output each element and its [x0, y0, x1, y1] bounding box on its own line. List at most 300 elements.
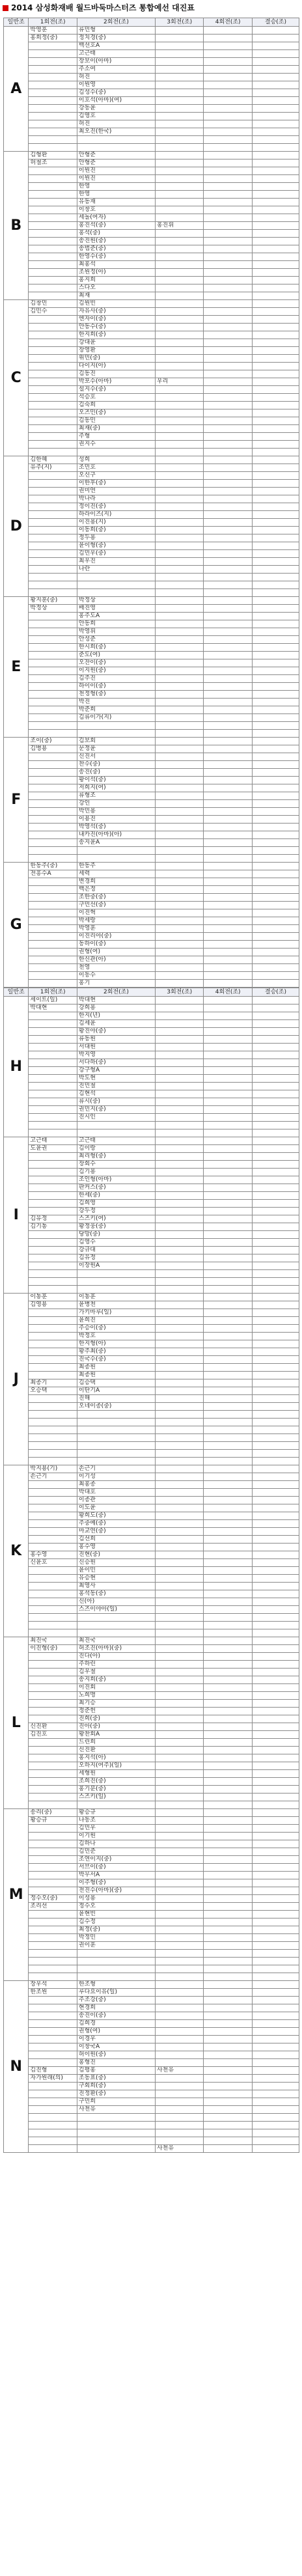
round4-cell: [204, 917, 252, 925]
table-row: [4, 456, 299, 464]
round3-cell: [155, 1419, 203, 1426]
final-cell: [252, 1528, 299, 1536]
round4-cell: [204, 1981, 252, 1989]
final-cell: [252, 105, 299, 113]
table-row: [4, 1450, 299, 1458]
round2-cell: 고근태: [77, 1137, 155, 1145]
round4-cell: [204, 1622, 252, 1629]
round3-cell: [155, 2083, 203, 2090]
round1-cell: [29, 1848, 77, 1856]
group-letter: C: [4, 300, 29, 456]
final-cell: [252, 597, 299, 605]
round4-cell: [204, 261, 252, 269]
round2-cell: 내카진(아마)(아): [77, 831, 155, 839]
round2-cell: 위민(중): [77, 355, 155, 363]
table-row: [4, 1872, 299, 1879]
final-cell: [252, 816, 299, 824]
final-cell: [252, 1129, 299, 1137]
round2-cell: 한조형: [77, 1981, 155, 1989]
round2-cell: 마교연(중): [77, 1528, 155, 1536]
round2-cell: 황정웅(중): [77, 1223, 155, 1231]
round2-cell: 진시인: [77, 1114, 155, 1122]
round1-cell: [29, 1426, 77, 1434]
final-cell: [252, 1575, 299, 1583]
round2-cell: 이창국A: [77, 2043, 155, 2051]
round4-cell: [204, 1044, 252, 1051]
round2-cell: 김하나: [77, 1840, 155, 1848]
round3-cell: [155, 1465, 203, 1473]
final-cell: [252, 1825, 299, 1833]
table-row: [4, 1036, 299, 1044]
table-row: [4, 667, 299, 675]
round1-cell: [29, 1942, 77, 1950]
round3-cell: [155, 480, 203, 488]
round1-cell: [29, 816, 77, 824]
round4-cell: [204, 1708, 252, 1715]
round3-cell: [155, 2122, 203, 2129]
round1-cell: [29, 1911, 77, 1918]
round2-cell: 박영석(중): [77, 824, 155, 831]
round1-cell: [29, 113, 77, 120]
final-cell: [252, 1629, 299, 1637]
round4-cell: [204, 2036, 252, 2043]
final-cell: [252, 1497, 299, 1504]
table-row: [4, 1528, 299, 1536]
round2-cell: 김영호: [77, 113, 155, 120]
final-cell: [252, 1708, 299, 1715]
round4-cell: [204, 1794, 252, 1801]
final-cell: [252, 1645, 299, 1653]
table-row: [4, 1926, 299, 1934]
round4-cell: [204, 1575, 252, 1583]
round3-cell: [155, 1067, 203, 1075]
round1-cell: [29, 214, 77, 222]
round1-cell: [29, 1958, 77, 1965]
round1-cell: 김영용: [29, 1301, 77, 1309]
round2-cell: 김숙희: [77, 402, 155, 409]
round3-cell: [155, 2075, 203, 2083]
table-row: [4, 1903, 299, 1911]
round3-cell: [155, 1364, 203, 1372]
round1-cell: [29, 1661, 77, 1669]
round2-cell: 서다하(중): [77, 1059, 155, 1067]
final-cell: [252, 1661, 299, 1669]
round3-cell: [155, 1544, 203, 1551]
round4-cell: [204, 777, 252, 784]
round1-cell: [29, 1653, 77, 1661]
round1-cell: [29, 1278, 77, 1286]
table-row: [4, 1590, 299, 1598]
round3-cell: [155, 1622, 203, 1629]
round4-cell: [204, 503, 252, 511]
table-row: [4, 1817, 299, 1825]
round4-cell: [204, 1067, 252, 1075]
table-row: [4, 824, 299, 831]
round2-cell: 정두용: [77, 534, 155, 542]
final-cell: [252, 613, 299, 620]
final-cell: [252, 2067, 299, 2075]
round2-cell: 홍지희: [77, 277, 155, 284]
final-cell: [252, 1012, 299, 1020]
round2-cell: 정이진(중): [77, 503, 155, 511]
round4-cell: [204, 1473, 252, 1481]
table-row: [4, 1848, 299, 1856]
table-row: [4, 1934, 299, 1942]
round4-cell: [204, 175, 252, 183]
round1-cell: [29, 831, 77, 839]
final-cell: [252, 2051, 299, 2059]
round1-cell: [29, 1395, 77, 1403]
round1-cell: [29, 1200, 77, 1208]
final-cell: [252, 1364, 299, 1372]
round2-cell: 이장원A: [77, 1262, 155, 1270]
round2-cell: 한신관(아): [77, 956, 155, 964]
table-row: [4, 847, 299, 855]
round3-cell: 사천유: [155, 2067, 203, 2075]
final-cell: [252, 1262, 299, 1270]
table-row: [4, 2051, 299, 2059]
round2-cell: 안형준: [77, 152, 155, 159]
final-cell: [252, 824, 299, 831]
round1-cell: 김한혜: [29, 456, 77, 464]
round1-cell: [29, 855, 77, 863]
round1-cell: [29, 949, 77, 956]
round2-cell: 김민우: [77, 1825, 155, 1833]
round4-cell: [204, 745, 252, 753]
table-row: [4, 1512, 299, 1520]
round3-cell: [155, 1309, 203, 1317]
table-row: [4, 1989, 299, 1997]
table-row: [4, 2090, 299, 2098]
table-row: [4, 1794, 299, 1801]
round1-cell: [29, 50, 77, 58]
final-cell: [252, 2083, 299, 2090]
round3-cell: [155, 199, 203, 206]
round3-cell: [155, 1348, 203, 1356]
table-row: [4, 136, 299, 144]
round3-cell: [155, 1872, 203, 1879]
round2-cell: 나동조: [77, 1817, 155, 1825]
round2-cell: 이진리아(중): [77, 933, 155, 941]
round2-cell: 주형: [77, 433, 155, 441]
round2-cell: 신진서: [77, 753, 155, 761]
round2-cell: 김류이가(지): [77, 714, 155, 722]
final-cell: [252, 230, 299, 238]
round2-cell: 황희도(중): [77, 1512, 155, 1520]
round2-cell: 최오진(한국): [77, 128, 155, 136]
round1-cell: [29, 1161, 77, 1169]
round3-cell: [155, 870, 203, 878]
round2-cell: 장보이(아마): [77, 58, 155, 66]
table-row: [4, 1301, 299, 1309]
final-cell: [252, 2075, 299, 2083]
round3-cell: [155, 1176, 203, 1184]
round4-cell: [204, 1692, 252, 1700]
table-row: [4, 441, 299, 449]
round2-cell: 홍형진: [77, 2059, 155, 2067]
table-row: [4, 1606, 299, 1614]
round3-cell: [155, 1340, 203, 1348]
round2-cell: 현경희: [77, 2004, 155, 2012]
final-cell: [252, 1676, 299, 1684]
round2-cell: 주소여: [77, 66, 155, 74]
round1-cell: [29, 277, 77, 284]
round2-cell: 황이석(중): [77, 777, 155, 784]
page-title-text: 2014 삼성화재배 월드바둑마스터즈 통합예선 대진표: [11, 3, 195, 12]
round4-cell: [204, 2122, 252, 2129]
final-cell: [252, 2004, 299, 2012]
round1-cell: [29, 1044, 77, 1051]
round1-cell: [29, 292, 77, 300]
round2-cell: 노희명: [77, 1692, 155, 1700]
final-cell: [252, 284, 299, 292]
table-row: [4, 1379, 299, 1387]
final-cell: [252, 1340, 299, 1348]
round4-cell: [204, 1817, 252, 1825]
round3-cell: [155, 1520, 203, 1528]
round3-cell: [155, 1958, 203, 1965]
final-cell: [252, 1887, 299, 1895]
round1-cell: [29, 175, 77, 183]
round2-cell: 세력: [77, 870, 155, 878]
round1-cell: [29, 1489, 77, 1497]
round4-cell: [204, 144, 252, 152]
table-row: [4, 1356, 299, 1364]
round3-cell: [155, 980, 203, 988]
round1-cell: [29, 917, 77, 925]
round1-cell: [29, 1536, 77, 1544]
round3-cell: [155, 1379, 203, 1387]
final-cell: [252, 1106, 299, 1114]
round1-cell: [29, 324, 77, 331]
round2-cell: [77, 2129, 155, 2137]
round1-cell: 한조원: [29, 1989, 77, 1997]
round2-cell: [77, 1286, 155, 1294]
round4-cell: [204, 1551, 252, 1559]
round2-cell: 드린희: [77, 1739, 155, 1747]
round1-cell: [29, 1583, 77, 1590]
round2-cell: 세형원: [77, 1770, 155, 1778]
table-row: [4, 972, 299, 980]
table-row: [4, 2004, 299, 2012]
round4-cell: [204, 1536, 252, 1544]
header-cell: 3회전(조): [155, 18, 203, 27]
table-row: [4, 417, 299, 425]
table-row: [4, 269, 299, 277]
round1-cell: [29, 1833, 77, 1840]
final-cell: [252, 1004, 299, 1012]
round2-cell: 당망(중): [77, 1231, 155, 1239]
round4-cell: [204, 1684, 252, 1692]
final-cell: [252, 1286, 299, 1294]
round4-cell: [204, 847, 252, 855]
final-cell: [252, 1965, 299, 1973]
final-cell: [252, 1247, 299, 1254]
round1-cell: [29, 2059, 77, 2067]
round2-cell: 최리형(중): [77, 1153, 155, 1161]
table-row: [4, 1856, 299, 1864]
table-row: [4, 550, 299, 558]
round4-cell: [204, 1161, 252, 1169]
round2-cell: 권이훈: [77, 1942, 155, 1950]
round4-cell: [204, 1231, 252, 1239]
round1-cell: [29, 1926, 77, 1934]
table-row: [4, 1254, 299, 1262]
round2-cell: 최진국: [77, 1637, 155, 1645]
final-cell: [252, 691, 299, 699]
round3-cell: [155, 1411, 203, 1419]
final-cell: [252, 1231, 299, 1239]
final-cell: [252, 675, 299, 683]
final-cell: [252, 66, 299, 74]
final-cell: [252, 245, 299, 253]
round3-cell: [155, 1012, 203, 1020]
round2-cell: 박정민: [77, 1934, 155, 1942]
round4-cell: [204, 644, 252, 652]
final-cell: [252, 925, 299, 933]
round2-cell: [77, 1129, 155, 1137]
table-row: [4, 1403, 299, 1411]
round1-cell: [29, 527, 77, 534]
round2-cell: 최기승: [77, 1700, 155, 1708]
round1-cell: 최진국: [29, 1637, 77, 1645]
round4-cell: [204, 667, 252, 675]
round4-cell: [204, 1989, 252, 1997]
table-row: [4, 42, 299, 50]
round4-cell: [204, 878, 252, 886]
round4-cell: [204, 534, 252, 542]
round2-cell: 이탄기A: [77, 1387, 155, 1395]
round3-cell: [155, 1051, 203, 1059]
round3-cell: [155, 2051, 203, 2059]
round3-cell: [155, 1270, 203, 1278]
table-row: [4, 1145, 299, 1153]
round3-cell: [155, 839, 203, 847]
round4-cell: [204, 784, 252, 792]
round2-cell: 최재(중): [77, 425, 155, 433]
round2-cell: 김희경: [77, 2020, 155, 2028]
round1-cell: [29, 581, 77, 589]
table-row: [4, 714, 299, 722]
round4-cell: [204, 1926, 252, 1934]
round3-cell: [155, 1989, 203, 1997]
table-row: [4, 2028, 299, 2036]
table-row: [4, 191, 299, 199]
final-cell: [252, 1739, 299, 1747]
round1-cell: 한동주(중): [29, 863, 77, 870]
table-row: [4, 1575, 299, 1583]
round2-cell: 송진(중): [77, 769, 155, 777]
final-cell: [252, 136, 299, 144]
final-cell: [252, 1153, 299, 1161]
final-cell: [252, 620, 299, 628]
round1-cell: [29, 1090, 77, 1098]
final-cell: [252, 550, 299, 558]
table-row: [4, 581, 299, 589]
final-cell: [252, 50, 299, 58]
round2-cell: 가키마루(일): [77, 1309, 155, 1317]
final-cell: [252, 1161, 299, 1169]
round2-cell: [77, 1950, 155, 1958]
round3-cell: [155, 1192, 203, 1200]
round2-cell: 신(아): [77, 1598, 155, 1606]
table-row: [4, 277, 299, 284]
round3-cell: [155, 1911, 203, 1918]
table-row: [4, 1419, 299, 1426]
table-row: [4, 1387, 299, 1395]
round3-cell: [155, 581, 203, 589]
round4-cell: [204, 699, 252, 706]
table-row: [4, 769, 299, 777]
round2-cell: 홍기: [77, 980, 155, 988]
round2-cell: 장회수: [77, 1161, 155, 1169]
round3-cell: [155, 886, 203, 894]
final-cell: [252, 316, 299, 324]
table-row: [4, 1754, 299, 1762]
round3-cell: [155, 949, 203, 956]
final-cell: [252, 1934, 299, 1942]
round3-cell: [155, 1098, 203, 1106]
round4-cell: [204, 1434, 252, 1442]
table-row: [4, 792, 299, 800]
round4-cell: [204, 245, 252, 253]
round1-cell: 허철조: [29, 159, 77, 167]
round2-cell: 이도윤: [77, 1504, 155, 1512]
round2-cell: 강구형A: [77, 1067, 155, 1075]
round1-cell: [29, 1348, 77, 1356]
round4-cell: [204, 2106, 252, 2114]
final-cell: [252, 2098, 299, 2106]
round3-cell: [155, 574, 203, 581]
final-cell: [252, 761, 299, 769]
round4-cell: [204, 1809, 252, 1817]
round1-cell: [29, 941, 77, 949]
final-cell: [252, 1504, 299, 1512]
round4-cell: [204, 339, 252, 347]
round2-cell: 진정환(중): [77, 2090, 155, 2098]
round3-cell: [155, 1286, 203, 1294]
round3-cell: [155, 1575, 203, 1583]
table-row: [4, 402, 299, 409]
final-cell: [252, 1598, 299, 1606]
round2-cell: 스즈키(일): [77, 1794, 155, 1801]
round3-cell: [155, 1770, 203, 1778]
round1-cell: [29, 1176, 77, 1184]
group-letter: K: [4, 1465, 29, 1637]
round4-cell: [204, 2067, 252, 2075]
round1-cell: [29, 769, 77, 777]
round3-cell: [155, 1809, 203, 1817]
round3-cell: [155, 855, 203, 863]
round3-cell: [155, 1122, 203, 1129]
table-row: [4, 1372, 299, 1379]
table-row: [4, 1059, 299, 1067]
table-row: [4, 89, 299, 97]
round2-cell: 김승택: [77, 1379, 155, 1387]
final-cell: [252, 1473, 299, 1481]
round1-cell: 신윤호: [29, 1559, 77, 1567]
round3-cell: [155, 1333, 203, 1340]
round3-cell: [155, 230, 203, 238]
round4-cell: [204, 199, 252, 206]
round3-cell: [155, 894, 203, 902]
final-cell: [252, 378, 299, 386]
round3-cell: [155, 2028, 203, 2036]
round2-cell: [77, 1122, 155, 1129]
round2-cell: 성희: [77, 456, 155, 464]
round3-cell: [155, 824, 203, 831]
round1-cell: [29, 42, 77, 50]
